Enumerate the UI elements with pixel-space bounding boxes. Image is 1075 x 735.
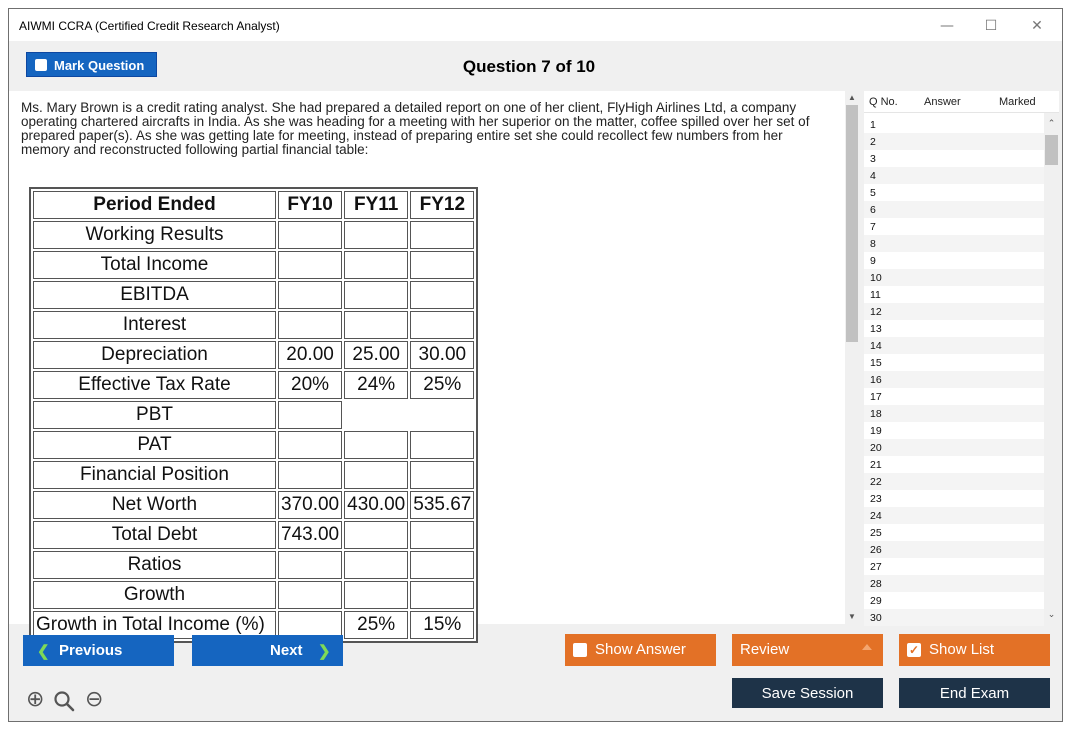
table-row: [33, 551, 474, 579]
question-list-row[interactable]: [864, 133, 1044, 150]
question-number: 2: [870, 136, 876, 148]
table-cell: [278, 251, 342, 279]
question-list-row[interactable]: [864, 422, 1044, 439]
table-cell: 30.00: [410, 341, 474, 369]
maximize-icon[interactable]: ☐: [984, 18, 998, 34]
answer-column-header: Answer: [924, 96, 961, 108]
question-list-row[interactable]: [864, 184, 1044, 201]
row-label: Total Debt: [33, 521, 276, 549]
row-label: Growth: [33, 581, 276, 609]
table-cell: 430.00: [344, 491, 408, 519]
table-cell: 25%: [410, 371, 474, 399]
minimize-icon[interactable]: —: [940, 18, 954, 34]
table-cell: [278, 581, 342, 609]
table-cell: 24%: [344, 371, 408, 399]
title-bar: [9, 9, 1062, 41]
row-label: PBT: [33, 401, 276, 429]
question-list-row[interactable]: [864, 456, 1044, 473]
row-label: Ratios: [33, 551, 276, 579]
question-list-row[interactable]: [864, 507, 1044, 524]
table-cell: [344, 281, 408, 309]
question-number: 25: [870, 527, 882, 539]
table-header-row: [33, 191, 474, 219]
end-exam-label: End Exam: [939, 685, 1010, 702]
list-scroll-up-icon[interactable]: ⌃: [1047, 118, 1056, 128]
table-cell: 25%: [344, 611, 408, 639]
question-list-row[interactable]: [864, 490, 1044, 507]
row-label: Net Worth: [33, 491, 276, 519]
question-number: 28: [870, 578, 882, 590]
question-list-row[interactable]: [864, 371, 1044, 388]
question-number: 30: [870, 612, 882, 624]
show-answer-checkbox-icon[interactable]: [573, 643, 587, 657]
table-cell: [278, 431, 342, 459]
table-row: [33, 431, 474, 459]
question-list-header: [864, 91, 1059, 113]
show-list-label: Show List: [929, 641, 995, 658]
table-row: [33, 371, 474, 399]
table-cell: [344, 401, 408, 429]
table-cell: [278, 401, 342, 429]
question-number: 29: [870, 595, 882, 607]
question-number: 11: [870, 289, 881, 301]
question-number: 5: [870, 187, 876, 199]
question-number: 4: [870, 170, 876, 182]
table-cell: [410, 581, 474, 609]
table-row: [33, 581, 474, 609]
table-row: [33, 461, 474, 489]
table-cell: [410, 521, 474, 549]
show-list-button[interactable]: [899, 634, 1050, 666]
question-list-row[interactable]: [864, 167, 1044, 184]
question-number: 15: [870, 357, 882, 369]
question-list-row[interactable]: [864, 354, 1044, 371]
question-number: 27: [870, 561, 882, 573]
question-list-row[interactable]: [864, 337, 1044, 354]
question-number: 24: [870, 510, 882, 522]
caret-up-icon: [862, 644, 872, 650]
question-number: 6: [870, 204, 876, 216]
table-cell: [278, 281, 342, 309]
row-label: Financial Position: [33, 461, 276, 489]
show-answer-label: Show Answer: [595, 641, 686, 658]
review-dropdown[interactable]: [732, 634, 883, 666]
table-cell: [344, 551, 408, 579]
row-label: Depreciation: [33, 341, 276, 369]
question-number: 23: [870, 493, 882, 505]
table-header-cell: FY10: [278, 191, 342, 219]
table-cell: [278, 311, 342, 339]
question-list-row[interactable]: [864, 609, 1044, 626]
list-scroll-thumb[interactable]: [1045, 135, 1058, 165]
table-cell: 20.00: [278, 341, 342, 369]
question-list-row[interactable]: [864, 388, 1044, 405]
mark-question-label: Mark Question: [54, 58, 145, 73]
row-label: Working Results: [33, 221, 276, 249]
row-label: EBITDA: [33, 281, 276, 309]
next-button[interactable]: [192, 635, 343, 666]
question-list-row[interactable]: [864, 320, 1044, 337]
question-list-row[interactable]: [864, 218, 1044, 235]
save-session-button[interactable]: [732, 678, 883, 708]
question-list-row[interactable]: [864, 286, 1044, 303]
question-list-row[interactable]: [864, 201, 1044, 218]
question-list-row[interactable]: [864, 575, 1044, 592]
table-row: [33, 341, 474, 369]
show-answer-button[interactable]: [565, 634, 716, 666]
next-label: Next: [270, 642, 303, 659]
question-number: 26: [870, 544, 882, 556]
end-exam-button[interactable]: [899, 678, 1050, 708]
table-header-cell: FY11: [344, 191, 408, 219]
previous-label: Previous: [59, 642, 123, 659]
question-number: 10: [870, 272, 882, 284]
list-scroll-down-icon[interactable]: ⌄: [1047, 609, 1056, 619]
marked-column-header: Marked: [999, 96, 1036, 108]
table-cell: [410, 551, 474, 579]
table-row: [33, 251, 474, 279]
review-label: Review: [740, 641, 790, 658]
table-cell: [344, 581, 408, 609]
question-number: 8: [870, 238, 876, 250]
question-list-row[interactable]: [864, 558, 1044, 575]
question-number: 13: [870, 323, 882, 335]
question-number: 3: [870, 153, 876, 165]
table-cell: [410, 311, 474, 339]
table-cell: [344, 221, 408, 249]
question-number: 18: [870, 408, 882, 420]
question-number: 7: [870, 221, 876, 233]
question-list-row[interactable]: [864, 439, 1044, 456]
table-cell: 20%: [278, 371, 342, 399]
table-row: [33, 281, 474, 309]
row-label: Effective Tax Rate: [33, 371, 276, 399]
table-cell: 25.00: [344, 341, 408, 369]
question-number: 21: [870, 459, 882, 471]
question-number: 22: [870, 476, 882, 488]
table-cell: [278, 551, 342, 579]
question-list-row[interactable]: [864, 473, 1044, 490]
question-list-row[interactable]: [864, 150, 1044, 167]
question-list-row[interactable]: [864, 303, 1044, 320]
question-number: 20: [870, 442, 882, 454]
question-list-row[interactable]: [864, 405, 1044, 422]
question-list-row[interactable]: [864, 269, 1044, 286]
row-label: Interest: [33, 311, 276, 339]
question-list-row[interactable]: [864, 235, 1044, 252]
close-icon[interactable]: ✕: [1031, 18, 1043, 34]
table-cell: [344, 251, 408, 279]
table-cell: [344, 521, 408, 549]
scroll-down-icon[interactable]: ▼: [848, 612, 856, 621]
question-number: 12: [870, 306, 882, 318]
question-number: 14: [870, 340, 882, 352]
table-cell: [410, 461, 474, 489]
question-text: Ms. Mary Brown is a credit rating analyst. She had prepared a detailed report on one of her client, FlyHigh Airlines Ltd, a company operating chartered aircrafts in India. As she was heading for a meeting with her superior on the matter, coffee spilled over her set of prepared paper(s). As she was getting late for meeting, instead of preparing entire set she could recollect few numbers from her memory and reconstructed following partial financial table:: [21, 100, 810, 157]
table-cell: [344, 311, 408, 339]
question-pane: [9, 91, 859, 635]
app-window: [8, 8, 1063, 722]
zoom-out-icon[interactable]: ⊖: [85, 687, 104, 712]
table-cell: [410, 431, 474, 459]
save-session-label: Save Session: [761, 685, 854, 702]
scroll-up-icon[interactable]: ▲: [848, 93, 856, 102]
question-number: 16: [870, 374, 882, 386]
question-number: 9: [870, 255, 876, 267]
table-row: [33, 401, 474, 429]
table-header-cell: Period Ended: [33, 191, 276, 219]
financial-table: [29, 187, 478, 643]
question-list-row[interactable]: [864, 592, 1044, 609]
table-cell: [278, 221, 342, 249]
question-scrollbar[interactable]: [845, 91, 859, 624]
table-header-cell: FY12: [410, 191, 474, 219]
question-list-row[interactable]: [864, 524, 1044, 541]
table-cell: 743.00: [278, 521, 342, 549]
question-list-row[interactable]: [864, 116, 1044, 133]
table-cell: [344, 431, 408, 459]
question-number: 17: [870, 391, 882, 403]
table-row: [33, 311, 474, 339]
question-list-scrollbar[interactable]: [1044, 113, 1059, 624]
question-list-row[interactable]: [864, 541, 1044, 558]
table-row: [33, 491, 474, 519]
question-list-row[interactable]: [864, 252, 1044, 269]
table-cell: [410, 281, 474, 309]
zoom-in-icon[interactable]: ⊕: [26, 687, 45, 712]
table-cell: 15%: [410, 611, 474, 639]
table-cell: [344, 461, 408, 489]
row-label: Growth in Total Income (%): [33, 611, 276, 639]
question-number: 19: [870, 425, 882, 437]
table-cell: 535.67: [410, 491, 474, 519]
table-cell: [410, 251, 474, 279]
table-cell: [410, 401, 474, 429]
table-cell: [410, 221, 474, 249]
question-number: 1: [870, 119, 876, 131]
zoom-reset-icon[interactable]: [53, 690, 75, 717]
table-row: [33, 221, 474, 249]
table-row: [33, 521, 474, 549]
table-cell: 370.00: [278, 491, 342, 519]
table-cell: [278, 461, 342, 489]
question-list-panel: [864, 91, 1059, 624]
row-label: Total Income: [33, 251, 276, 279]
window-title: AIWMI CCRA (Certified Credit Research Analyst): [19, 19, 280, 33]
chevron-left-icon: ❮: [37, 643, 50, 660]
previous-button[interactable]: [23, 635, 174, 666]
row-label: PAT: [33, 431, 276, 459]
scroll-thumb[interactable]: [846, 105, 858, 342]
mark-question-button[interactable]: [26, 52, 157, 77]
mark-checkbox-icon[interactable]: [35, 59, 47, 71]
qno-column-header: Q No.: [869, 96, 898, 108]
chevron-right-icon: ❯: [318, 643, 331, 660]
show-list-checkbox-icon[interactable]: ✓: [908, 643, 920, 657]
question-header: Question 7 of 10: [462, 57, 596, 76]
